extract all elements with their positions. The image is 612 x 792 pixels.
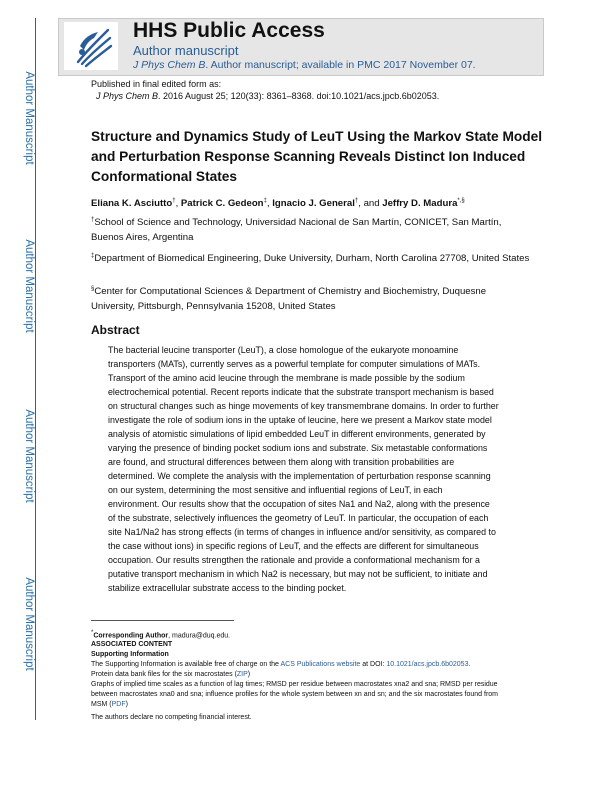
availability-text: . Author manuscript; available in PMC 2017 November 07. xyxy=(205,59,476,71)
affiliation-mark: † xyxy=(91,217,95,223)
abstract-line: are found, and structural differences between them along with transition probabilities are xyxy=(108,457,455,467)
availability-line xyxy=(133,59,476,71)
author-list: Eliana K. Asciutto†, Patrick C. Gedeon‡, Ignacio J. General†, and Jeffry D. Madura*,§ xyxy=(91,198,465,210)
abstract-line: Transport of the amino acid leucine through the membrane is made possible by the sodium xyxy=(108,373,465,383)
affiliation-text: Department of Biomedical Engineering, Duke University, Durham, North Carolina 27708, United States xyxy=(94,253,530,265)
pdb-files-line xyxy=(91,670,521,680)
abstract-line: on structural changes such as hinge movements of key transmembrane domains. In order to further xyxy=(108,401,499,411)
abstract-line: transporters (MATs), currently serves as a powerful template for computer simulations of MATs. xyxy=(108,359,481,369)
author-mark: † xyxy=(172,198,176,204)
side-label-text: Author Manuscript xyxy=(23,71,35,165)
abstract-line: stabilize extracellular substrate access to the binding pocket. xyxy=(108,583,347,593)
affiliation xyxy=(91,282,531,314)
side-label xyxy=(22,376,36,536)
corr-mark: * xyxy=(91,630,94,636)
citation-text: . 2016 August 25; 120(33): 8361–8368. doi:10.1021/acs.jpcb.6b02053. xyxy=(158,91,440,101)
abstract-line: varying the presence of binding pocket sodium ions and substrate. Six metastable conformations xyxy=(108,443,488,453)
footnote-rule xyxy=(91,620,234,621)
supporting-info-text xyxy=(91,660,521,670)
abstract-line: occupation. Our results strengthen the rationale and provide a conformational mechanism for a xyxy=(108,555,480,565)
supp-text: The Supporting Information is available free of charge on the xyxy=(91,661,281,668)
corr-label: Corresponding Author xyxy=(93,632,169,640)
abstract-line: site Na1/Na2 has strong effects (in terms of changes in influence and/or sensitivity, as compared to xyxy=(108,527,496,537)
graphs-text: ) xyxy=(125,701,128,708)
side-label xyxy=(22,38,36,198)
zip-link[interactable]: ZIP xyxy=(236,671,248,678)
graphs-line xyxy=(91,700,521,710)
side-label-text: Author Manuscript xyxy=(23,239,35,333)
citation-journal: J Phys Chem B xyxy=(96,91,159,101)
abstract-line: determined. We complete the analysis with the implementation of perturbation response scanning xyxy=(108,471,491,481)
side-label-text: Author Manuscript xyxy=(23,577,35,671)
competing-interest: The authors declare no competing financial interest. xyxy=(91,714,252,721)
abstract-line: of the substrate, selectively influences the geometry of LeuT. In particular, the occupation of each xyxy=(108,513,489,523)
author-manuscript-label: Author manuscript xyxy=(133,43,239,58)
pdb-text: Protein data bank files for the six macrostates ( xyxy=(91,671,237,678)
associated-content-heading: ASSOCIATED CONTENT xyxy=(91,641,173,648)
abstract-line: environment. Our results show that the occupation of sites Na1 and Na2, along with the presence xyxy=(108,499,490,509)
author-name: Jeffry D. Madura xyxy=(382,198,458,210)
author-mark: ‡ xyxy=(263,198,267,204)
author-mark: † xyxy=(354,198,359,204)
corr-email: , madura@duq.edu. xyxy=(168,632,231,640)
author-name: Eliana K. Asciutto xyxy=(91,198,173,210)
citation-line xyxy=(96,91,439,101)
affiliation-text: Center for Computational Sciences & Department of Chemistry and Biochemistry, Duquesne University, Pittsburgh, Pennsylvania 15208, United States xyxy=(91,286,487,312)
author-name: Ignacio J. General xyxy=(272,198,355,210)
affiliation-mark: § xyxy=(91,286,95,292)
hhs-logo-icon xyxy=(64,22,118,70)
affiliation xyxy=(91,249,531,267)
abstract-line: electrochemical potential. Recent reports indicate that the substrate transport mechanism is based xyxy=(108,387,494,397)
supp-text: . xyxy=(468,661,471,668)
graphs-text: MSM ( xyxy=(91,701,112,708)
abstract-line: investigate the role of sodium ions in the uptake of leucine, here we present a Markov state model xyxy=(108,415,492,425)
graphs-line: Graphs of implied time scales as a function of lag times; RMSD per residue between macrostates xna2 and sna; RMSD per residue xyxy=(91,681,498,688)
acs-website-link[interactable]: ACS Publications website xyxy=(280,661,361,668)
hhs-title: HHS Public Access xyxy=(133,19,325,42)
journal-name: J Phys Chem B xyxy=(133,59,206,71)
supporting-info-heading: Supporting Information xyxy=(91,651,169,658)
published-label: Published in final edited form as: xyxy=(91,79,222,89)
abstract-line: on our system, determining the most sensitive and influential regions of LeuT, in each xyxy=(108,485,443,495)
abstract-heading: Abstract xyxy=(91,323,140,337)
affiliation xyxy=(91,213,531,245)
affiliation-mark: ‡ xyxy=(91,253,95,259)
graphs-line: between macrostates xna0 and sna; influence profiles for the whole system between xn and sn; and the six macrostates found from xyxy=(91,691,499,698)
article-title: Structure and Dynamics Study of LeuT Using the Markov State Model and Perturbation Response Scanning Reveals Distinct Ion Induced Conformational States xyxy=(91,129,542,184)
abstract-line: putative transport mechanism in which Na2 is necessary, but may not be sufficient, to initiate and xyxy=(108,569,488,579)
pdf-link[interactable]: PDF xyxy=(111,701,126,708)
side-label xyxy=(22,206,36,366)
affiliation-text: School of Science and Technology, Universidad Nacional de San Martín, CONICET, San Martín, Buenos Aires, Argentina xyxy=(91,217,502,243)
author-and: , and xyxy=(358,198,383,210)
doi-link[interactable]: 10.1021/acs.jpcb.6b02053 xyxy=(386,661,469,668)
abstract-body xyxy=(108,343,510,595)
abstract-line: The bacterial leucine transporter (LeuT), a close homologue of the eukaryote monoamine xyxy=(108,345,459,355)
side-label-text: Author Manuscript xyxy=(23,409,35,503)
author-mark: *,§ xyxy=(457,198,465,204)
side-label xyxy=(22,544,36,704)
abstract-line: the case without ions) in specific regions of LeuT, and the effects are different for simultaneous xyxy=(108,541,479,551)
author-name: Patrick C. Gedeon xyxy=(180,198,264,210)
pdb-text: ) xyxy=(247,671,251,678)
abstract-line: analysis of atomistic simulations of lipid embedded LeuT in different environments, generated by xyxy=(108,429,486,439)
supp-text: at DOI: xyxy=(360,661,387,668)
